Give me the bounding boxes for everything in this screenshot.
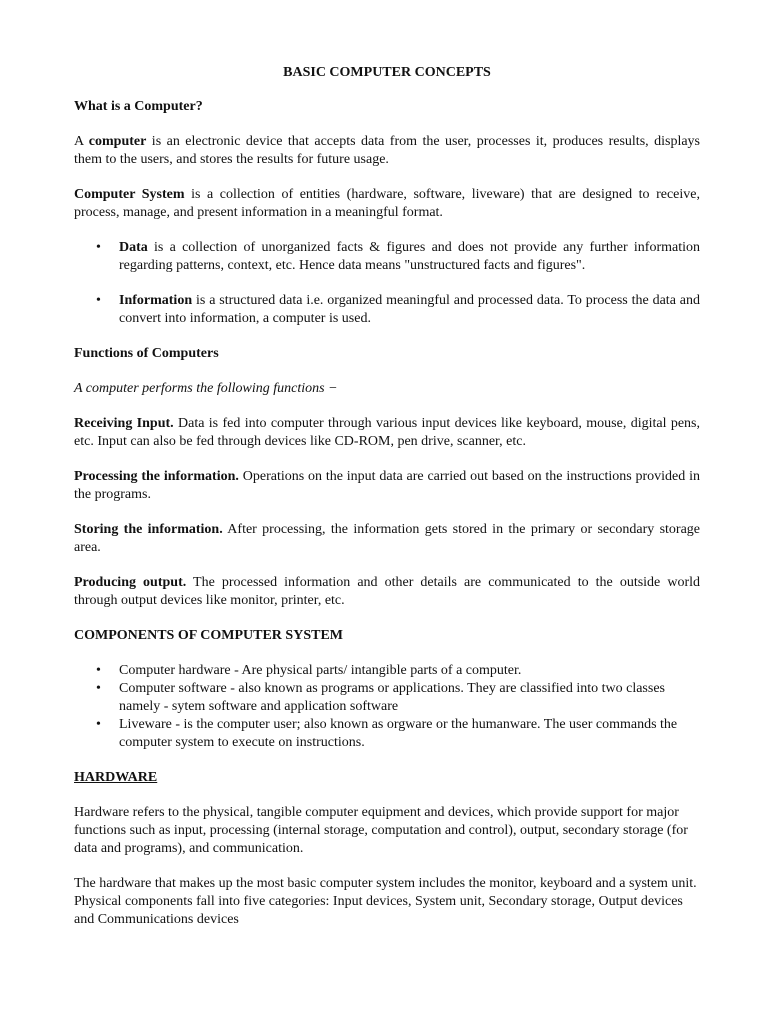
functions-heading: Functions of Computers — [74, 346, 219, 361]
hardware-paragraph: The hardware that makes up the most basic computer system includes the monitor, keyboard and a system unit. Physical components fall into five categories: Input devices, System unit, Secondary storage, Output devices and Communications devices — [74, 876, 697, 927]
hardware-heading: HARDWARE — [74, 770, 158, 785]
function-producing-output — [74, 574, 700, 610]
function-term: Producing output. — [74, 575, 187, 590]
computer-definition-text: is an electronic device that accepts data from the user, processes it, produces results, displays them to the users, and stores the results for future usage. — [74, 134, 700, 167]
components-heading: COMPONENTS OF COMPUTER SYSTEM — [74, 628, 343, 643]
function-processing — [74, 468, 700, 504]
computer-system-term: Computer System — [74, 187, 185, 202]
function-text: After processing, the information gets stored in the primary or secondary storage area. — [74, 522, 700, 555]
data-definition-text: is a collection of unorganized facts & figures and does not provide any further information regarding patterns, context, etc. Hence data means "unstructured facts and figures". — [119, 240, 700, 273]
data-term: Data — [119, 240, 148, 255]
information-term: Information — [119, 293, 193, 308]
functions-intro: A computer performs the following functions − — [74, 381, 338, 396]
computer-term: computer — [88, 134, 147, 149]
function-text: The processed information and other details are communicated to the outside world through output devices like monitor, printer, etc. — [74, 575, 700, 608]
function-receiving-input — [74, 415, 700, 451]
computer-system-paragraph — [74, 186, 700, 222]
function-term: Processing the information. — [74, 469, 239, 484]
function-term: Storing the information. — [74, 522, 223, 537]
list-item-information — [74, 292, 700, 328]
computer-system-text: is a collection of entities (hardware, software, liveware) that are designed to receive, process, manage, and present information in a meaningful format. — [74, 187, 700, 220]
components-list — [74, 662, 700, 752]
function-text: Data is fed into computer through various input devices like keyboard, mouse, digital pens, etc. Input can also be fed through devices like CD-ROM, pen drive, scanner, etc. — [74, 416, 700, 449]
information-definition-text: is a structured data i.e. organized meaningful and processed data. To process the data and convert into information, a computer is used. — [119, 293, 700, 326]
list-item-data — [74, 239, 700, 275]
document-title: BASIC COMPUTER CONCEPTS — [283, 65, 491, 80]
what-is-computer-heading: What is a Computer? — [74, 99, 203, 114]
function-storing — [74, 521, 700, 557]
computer-definition-paragraph — [74, 133, 700, 169]
list-item: • Computer hardware - Are physical parts/ intangible parts of a computer. — [74, 662, 700, 680]
hardware-paragraph: Hardware refers to the physical, tangible computer equipment and devices, which provide support for major functions such as input, processing (internal storage, computation and control), output, secondary storage (for data and programs), and communication. — [74, 805, 688, 856]
function-text: Operations on the input data are carried out based on the instructions provided in the programs. — [74, 469, 700, 502]
function-term: Receiving Input. — [74, 416, 174, 431]
list-item: • Computer software - also known as programs or applications. They are classified into two classes namely - sytem software and application software — [74, 680, 700, 716]
data-information-list — [74, 239, 700, 328]
computer-definition-lead: A — [74, 134, 89, 149]
list-item: • Liveware - is the computer user; also known as orgware or the humanware. The user commands the computer system to execute on instructions. — [74, 716, 700, 752]
